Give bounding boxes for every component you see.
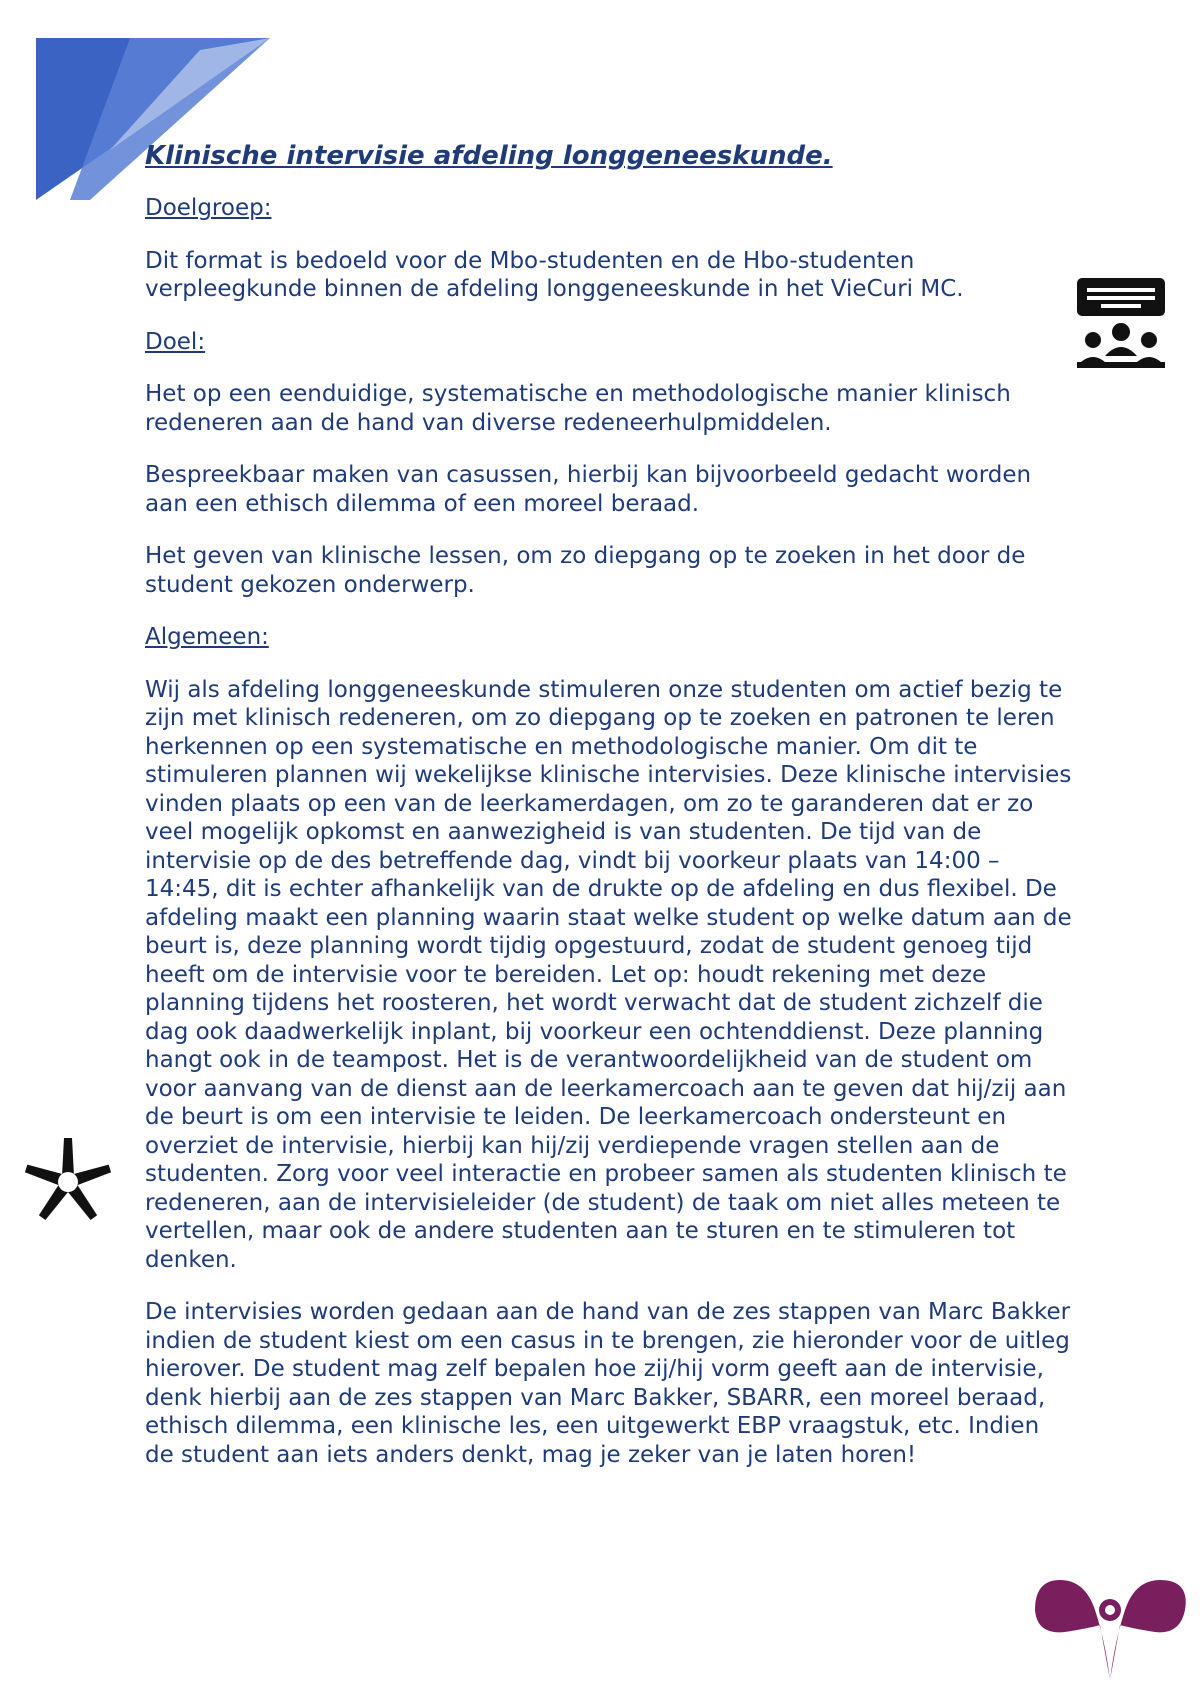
doelgroep-paragraph: Dit format is bedoeld voor de Mbo-studenten en de Hbo-studenten verpleegkunde binnen de afdeling longgeneeskunde in het VieCuri MC.: [145, 247, 964, 302]
algemeen-paragraph-2: De intervisies worden gedaan aan de hand van de zes stappen van Marc Bakker indien de student kiest om een casus in te brengen, zie hieronder voor de uitleg hierover. De student mag zelf bepalen hoe zij/hij vorm geeft aan de intervisie, denk hierbij aan de zes stappen van Marc Bakker, SBARR, een moreel beraad, ethisch dilemma, een klinische les, een uitgewerkt EBP vraagstuk, etc. Indien de student aan iets anders denkt, mag je zeker van je laten horen!: [145, 1299, 1071, 1468]
algemeen-paragraph-1: Wij als afdeling longgeneeskunde stimuleren onze studenten om actief bezig te zijn met klinisch redeneren, om zo diepgang op te zoeken en patronen te leren herkennen op een systematische en methodologische manier. Om dit te stimuleren plannen wij wekelijkse klinische intervisies. Deze klinische intervisies vinden plaats op een van de leerkamerdagen, om zo te garanderen dat er zo veel mogelijk opkomst en aanwezigheid is van studenten. De tijd van de intervisie op de des betreffende dag, vindt bij voorkeur plaats van 14:00 – 14:45, dit is echter afhankelijk van de drukte op de afdeling en dus flexibel. De afdeling maakt een planning waarin staat welke student op welke datum aan de beurt is, deze planning wordt tijdig opgestuurd, zodat de student genoeg tijd heeft om de intervisie voor te bereiden. Let op: houdt rekening met deze planning tijdens het roosteren, het wordt verwacht dat de student zichzelf die dag ook daadwerkelijk inplant, bij voorkeur een ochtenddienst. Deze planning hangt ook in de teampost. Het is de verantwoordelijkheid van de student om voor aanvang van de dienst aan de leerkamercoach aan te geven dat hij/zij aan de beurt is om een intervisie te leiden. De leerkamercoach ondersteunt en overziet de intervisie, hierbij kan hij/zij verdiepende vragen stellen aan de studenten. Zorg voor veel interactie en probeer samen als studenten klinisch te redeneren, aan de intervisieleider (de student) de taak om niet alles meteen te vertellen, maar ook de andere studenten aan te sturen en te stimuleren tot denken.: [145, 676, 1072, 1273]
doelgroep-heading: Doelgroep:: [145, 195, 272, 221]
doel-paragraph-1: Het op een eenduidige, systematische en methodologische manier klinisch redeneren aan de hand van diverse redeneerhulpmiddelen.: [145, 381, 1011, 436]
teamwork-hands-icon: [20, 1136, 116, 1228]
algemeen-heading: Algemeen:: [145, 624, 269, 650]
document-body: [145, 140, 1075, 1493]
presentation-group-icon: [1073, 276, 1169, 380]
doel-paragraph-3: Het geven van klinische lessen, om zo diepgang op te zoeken in het door de student gekozen onderwerp.: [145, 543, 1026, 598]
doel-paragraph-2: Bespreekbaar maken van casussen, hierbij kan bijvoorbeeld gedacht worden aan een ethisch dilemma of een moreel beraad.: [145, 462, 1032, 517]
page-title: Klinische intervisie afdeling longgeneeskunde.: [145, 141, 833, 171]
viecuri-logo: [1025, 1570, 1195, 1690]
doel-heading: Doel:: [145, 328, 206, 355]
